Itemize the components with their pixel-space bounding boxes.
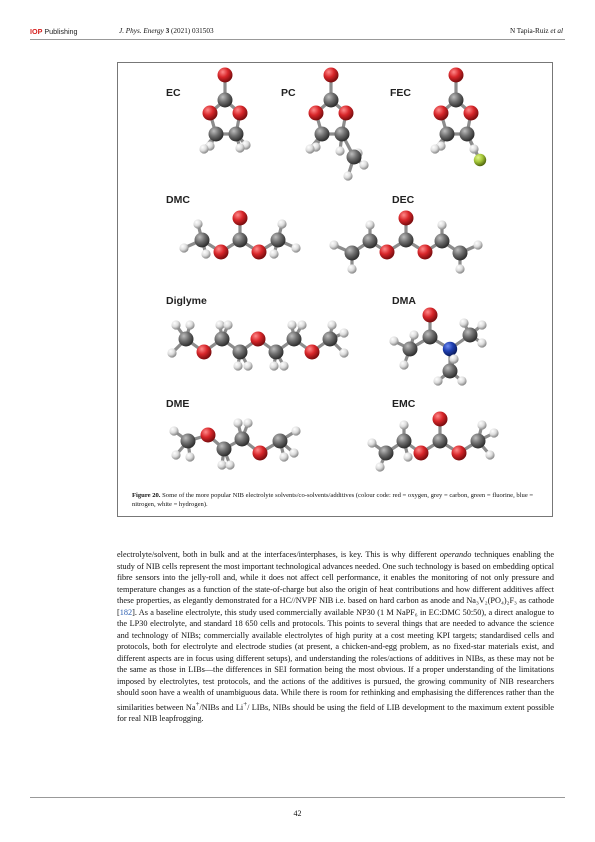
carbon-atom [215,332,230,347]
hydrogen-atom [243,418,252,427]
hydrogen-atom [243,361,252,370]
hydrogen-atom [477,338,486,347]
label-diglyme: Diglyme [166,295,207,307]
header-rule [30,39,565,40]
label-emc: EMC [392,398,416,410]
carbon-atom [433,434,448,449]
carbon-atom [403,342,418,357]
hydrogen-atom [367,438,376,447]
carbon-atom [335,127,350,142]
hydrogen-atom [201,249,210,258]
carbon-atom [435,234,450,249]
oxygen-atom [418,245,433,260]
hydrogen-atom [269,249,278,258]
hydrogen-atom [167,348,176,357]
hydrogen-atom [457,376,466,385]
carbon-atom [324,93,339,108]
hydrogen-atom [409,330,418,339]
figure-caption: Figure 20. Some of the more popular NIB electrolyte solvents/co-solvents/additives (colour code: red = oxygen, grey = carbon, green = fluorine, blue = nitrogen, white = hydrogen). [132,492,534,508]
carbon-atom [323,332,338,347]
hydrogen-atom [233,418,242,427]
carbon-atom [287,332,302,347]
hydrogen-atom [339,328,348,337]
label-dme: DME [166,398,190,410]
carbon-atom [443,364,458,379]
hydrogen-atom [430,144,439,153]
oxygen-atom [253,446,268,461]
hydrogen-atom [335,146,344,155]
carbon-atom [195,233,210,248]
molecule-structures [118,63,554,518]
carbon-atom [379,446,394,461]
hydrogen-atom [171,450,180,459]
oxygen-atom [433,412,448,427]
hydrogen-atom [225,460,234,469]
hydrogen-atom [449,354,458,363]
page-number: 42 [293,809,302,818]
running-author: N Tapia-Ruiz et al [509,27,563,35]
label-dma: DMA [392,295,416,307]
carbon-atom [181,434,196,449]
hydrogen-atom [171,320,180,329]
oxygen-atom [423,308,438,323]
carbon-atom [235,432,250,447]
hydrogen-atom [455,264,464,273]
hydrogen-atom [473,240,482,249]
label-fec: FEC [390,87,411,99]
journal-citation: J. Phys. Energy 3 (2021) 031503 [119,27,214,35]
hydrogen-atom [291,426,300,435]
carbon-atom [179,332,194,347]
carbon-atom [218,93,233,108]
hydrogen-atom [389,336,398,345]
label-dmc: DMC [166,194,190,206]
hydrogen-atom [199,144,208,153]
oxygen-atom [203,106,218,121]
carbon-atom [271,233,286,248]
carbon-atom [440,127,455,142]
hydrogen-atom [347,264,356,273]
oxygen-atom [464,106,479,121]
carbon-atom [209,127,224,142]
hydrogen-atom [343,171,352,180]
hydrogen-atom [185,452,194,461]
hydrogen-atom [269,361,278,370]
body-text: electrolyte/solvent, both in bulk and at the interfaces/interphases, is key. This is why different operando techniques enabling the study of NIB cells represent the most important technological advances needed. One such technology is based on embedding optical fibre sensors into the jelly-roll and, while it does not affect cell performance, it enables the monitoring of not only pressure and temperature changes as a function of the state-of-charge but also the origin of heat contributions and how different additives affect these properties, as elegantly demonstrated for a HC//NVPF NIB i.e. based on hard carbon as anode and Na₃V₂(PO₄)₂F₃ as cathode [182]. As a baseline electrolyte, this study used commercially available NP30 (1 M NaPF₆ in EC:DMC 50:50), a direct analogue to the LP30 electrolyte, and standard 18 650 cells and protocols. This points to several things that are needed to advance the science and technology of NIBs; commercially available electrolytes of high purity at a cost meeting KPI targets; standardised cells and protocols, both for electrolyte and electrode studies (at present, a chicken-and-egg problem, as no fixed-star materials exist, and different aspects are in focus using different setups), and understanding the roles/actions of additives in NIBs, as these may not be the same as those in LIBs—the differences in SEI formation being the most obvious. If a proper understanding of the limitations imposed by electrolytes, test protocols, and the actions of the additives is pursued, the growing community of NIB researchers should soon have a wealth of unambiguous data. While there is room for rethinking and emphasising the differences rather than the similarities between Na+/NIBs and Li+/ LIBs, NIBs should be using the field of LIB development to the maximum extent possible for real NIB leapfrogging. [117,550,554,723]
figure-20 [117,62,553,517]
hydrogen-atom [327,320,336,329]
hydrogen-atom [329,240,338,249]
carbon-atom [423,330,438,345]
hydrogen-atom [215,320,224,329]
running-header [0,0,595,36]
hydrogen-atom [489,428,498,437]
hydrogen-atom [365,220,374,229]
hydrogen-atom [179,243,188,252]
hydrogen-atom [399,360,408,369]
oxygen-atom [452,446,467,461]
footer-rule [30,797,565,798]
label-dec: DEC [392,194,415,206]
carbon-atom [273,434,288,449]
citation-link[interactable]: 182 [119,607,133,617]
hydrogen-atom [185,320,194,329]
label-ec: EC [166,87,181,99]
hydrogen-atom [469,144,478,153]
carbon-atom [453,246,468,261]
oxygen-atom [324,68,339,83]
hydrogen-atom [375,462,384,471]
hydrogen-atom [217,460,226,469]
hydrogen-atom [437,220,446,229]
hydrogen-atom [403,452,412,461]
oxygen-atom [218,68,233,83]
hydrogen-atom [193,219,202,228]
oxygen-atom [214,245,229,260]
hydrogen-atom [235,143,244,152]
hydrogen-atom [305,144,314,153]
publisher-logo: IOP Publishing [30,27,78,36]
hydrogen-atom [279,361,288,370]
oxygen-atom [305,345,320,360]
oxygen-atom [233,106,248,121]
hydrogen-atom [287,320,296,329]
carbon-atom [217,442,232,457]
oxygen-atom [251,332,266,347]
hydrogen-atom [223,320,232,329]
carbon-atom [229,127,244,142]
carbon-atom [460,127,475,142]
carbon-atom [397,434,412,449]
fluorine-atom [474,154,486,166]
hydrogen-atom [359,160,368,169]
carbon-atom [471,434,486,449]
hydrogen-atom [169,426,178,435]
oxygen-atom [399,211,414,226]
hydrogen-atom [277,219,286,228]
carbon-atom [463,328,478,343]
carbon-atom [315,127,330,142]
label-pc: PC [281,87,296,99]
oxygen-atom [201,428,216,443]
hydrogen-atom [433,376,442,385]
hydrogen-atom [477,420,486,429]
oxygen-atom [414,446,429,461]
carbon-atom [233,233,248,248]
oxygen-atom [309,106,324,121]
carbon-atom [345,246,360,261]
oxygen-atom [233,211,248,226]
carbon-atom [269,345,284,360]
hydrogen-atom [279,452,288,461]
oxygen-atom [197,345,212,360]
carbon-atom [449,93,464,108]
hydrogen-atom [291,243,300,252]
nitrogen-atom [443,342,457,356]
hydrogen-atom [477,320,486,329]
carbon-atom [363,234,378,249]
hydrogen-atom [339,348,348,357]
hydrogen-atom [399,420,408,429]
hydrogen-atom [233,361,242,370]
carbon-atom [347,150,362,165]
atoms [167,68,498,472]
oxygen-atom [449,68,464,83]
carbon-atom [233,345,248,360]
oxygen-atom [434,106,449,121]
hydrogen-atom [459,318,468,327]
oxygen-atom [380,245,395,260]
hydrogen-atom [297,320,306,329]
oxygen-atom [252,245,267,260]
hydrogen-atom [485,450,494,459]
carbon-atom [399,233,414,248]
oxygen-atom [339,106,354,121]
hydrogen-atom [289,448,298,457]
